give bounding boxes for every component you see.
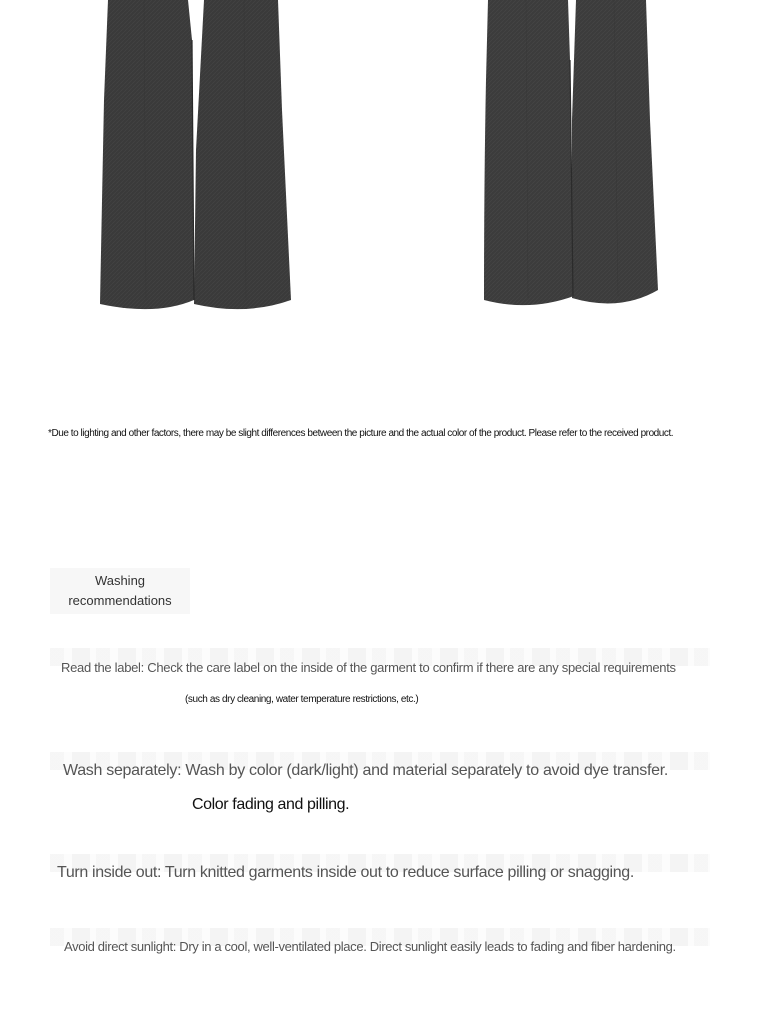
washing-badge-line1: Washing <box>94 573 146 588</box>
tip-read-label: Read the label: Check the care label on the inside of the garment to confirm if there are any special requirements <box>61 660 676 675</box>
washing-recommendations-badge <box>50 568 190 614</box>
tip-wash-separately: Wash separately: Wash by color (dark/light) and material separately to avoid dye transfer. <box>63 762 668 779</box>
tip-avoid-sunlight: Avoid direct sunlight: Dry in a cool, well-ventilated place. Direct sunlight easily leads to fading and fiber hardening. <box>64 939 676 954</box>
washing-badge-line2: recommendations <box>68 593 172 608</box>
tip-read-label-detail: (such as dry cleaning, water temperature restrictions, etc.) <box>185 694 419 705</box>
tip-turn-inside-out: Turn inside out: Turn knitted garments inside out to reduce surface pilling or snagging. <box>57 864 634 881</box>
tip-wash-separately-detail: Color fading and pilling. <box>192 796 350 813</box>
pants-front-image <box>96 0 296 312</box>
color-disclaimer: *Due to lighting and other factors, there may be slight differences between the picture and the actual color of the product. Please refer to the received product. <box>48 428 674 439</box>
pants-back-image <box>480 0 662 310</box>
